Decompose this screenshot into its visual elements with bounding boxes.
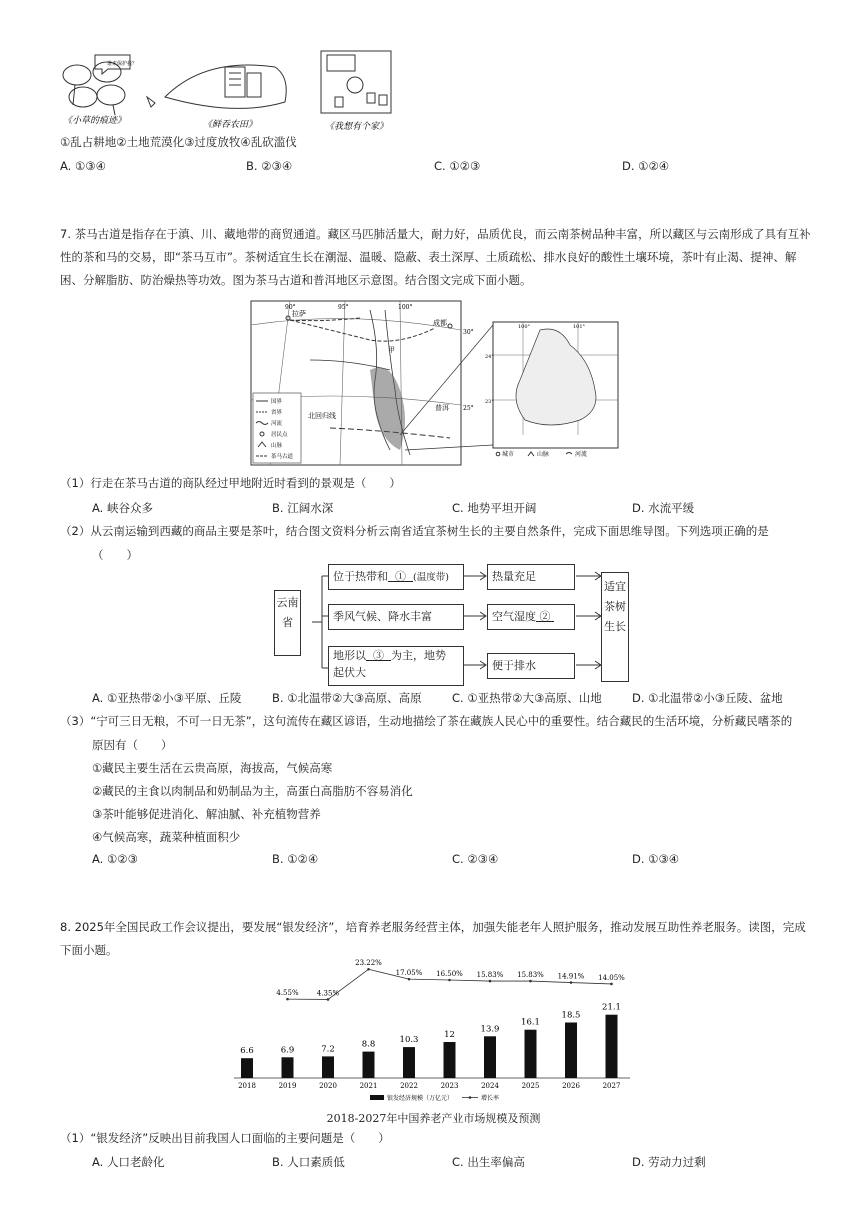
bar-label-2027: 21.1: [602, 1002, 621, 1013]
bar-2022: [403, 1047, 415, 1078]
bar-label-2020: 7.2: [321, 1044, 335, 1055]
inset-legend-mountain: 山脉: [537, 451, 550, 458]
q7-stem: 7. 茶马古道是指存在于滇、川、藏地带的商贸通道。藏区马匹肺活量大，耐力好，品质优良，而云南茶树品种丰富，所以藏区与云南形成了具有互补性的茶和马的交易，即“茶马互市”。茶树适宜生长在潮湿、温暖、隐蔽、表土深厚、土质疏松、排水良好的酸性土壤环境，茶叶有止渴、提神、解困、分解脂肪、防治燥热等功效。图为茶马古道和普洱地区示意图。结合图文完成下面小题。: [60, 227, 811, 287]
bar-2024: [484, 1036, 496, 1078]
rate-label-2024: 15.83%: [476, 971, 504, 980]
bar-label-2025: 16.1: [521, 1017, 540, 1028]
legend-road: 茶马古道: [271, 454, 294, 460]
legend-bar-swatch: [370, 1095, 384, 1100]
rate-label-2019: 4.55%: [276, 989, 299, 998]
inset-lon-100: 100°: [518, 324, 531, 330]
tick-2022: 2022: [400, 1082, 418, 1090]
lon-90: 90°: [285, 304, 296, 311]
bar-2021: [363, 1052, 375, 1078]
bar-2018: [241, 1058, 253, 1078]
caption-1: 《小草的痕迹》: [63, 116, 127, 126]
q7-sub1-a[interactable]: A. 峡谷众多: [92, 501, 153, 515]
mm-humidity: 空气湿度: [492, 610, 536, 623]
q7-sub3-line2: 原因有（ ）: [92, 738, 173, 752]
city-chengdu: 成都: [433, 319, 447, 327]
lon-100: 100°: [398, 304, 413, 311]
lat-25: 25°: [463, 405, 474, 412]
cartoon-illustrations: [55, 45, 415, 140]
mm-drainage: 便于排水: [487, 653, 575, 679]
tick-2020: 2020: [319, 1082, 337, 1090]
q8-sub1-d[interactable]: D. 劳动力过剩: [632, 1155, 706, 1169]
silver-economy-chart: [230, 952, 640, 1115]
bar-label-2024: 13.9: [480, 1024, 500, 1035]
bar-2025: [525, 1030, 537, 1078]
speech-bubble: 谁来保护我？: [107, 61, 138, 67]
rate-label-2020: 4.35%: [316, 989, 340, 998]
choice-b[interactable]: B. ②③④: [246, 159, 293, 173]
choice-a[interactable]: A. ①③④: [60, 159, 106, 173]
tick-2019: 2019: [278, 1082, 297, 1090]
tea-horse-road-map: [250, 300, 625, 473]
cartoon-building: [147, 65, 286, 108]
choice-c[interactable]: C. ①②③: [434, 159, 481, 173]
q7-sub1: （1）行走在茶马古道的商队经过甲地附近时看到的景观是（ ）: [60, 476, 401, 490]
mm-blank-3: ③: [373, 649, 384, 662]
rate-label-2023: 16.50%: [436, 970, 463, 978]
bar-label-2018: 6.6: [240, 1046, 254, 1057]
legend-settlement: 居民点: [271, 432, 288, 438]
chart-caption: 2018-2027年中国养老产业市场规模及预测: [326, 1112, 541, 1125]
bar-label-2019: 6.9: [280, 1045, 295, 1056]
q7-sub3-a[interactable]: A. ①②③: [92, 852, 138, 866]
rate-point-2026: [570, 981, 573, 984]
inset-legend-river: 河流: [575, 451, 588, 458]
q7-sub2: （2）从云南运输到西藏的商品主要是茶叶，结合图文资料分析云南省适宜茶树生长的主要自然条件，完成下面思维导图。下列选项正确的是: [60, 524, 769, 538]
mm-blank-1: ①: [395, 570, 406, 583]
caption-3: 《我想有个家》: [325, 122, 389, 132]
q7-sub3-item4: ④气候高寒，蔬菜种植面积少: [92, 830, 241, 844]
rate-point-2020: [327, 998, 330, 1001]
bar-label-2021: 8.8: [361, 1039, 376, 1050]
q7-sub3-item3: ③茶叶能够促进消化、解油腻、补充植物营养: [92, 807, 321, 821]
tick-2025: 2025: [521, 1082, 540, 1090]
rate-point-2019: [286, 998, 289, 1001]
rate-point-2023: [448, 979, 451, 982]
mm-terrain-c: 起伏大: [333, 666, 366, 679]
legend-river: 河流: [271, 421, 283, 427]
q8-sub1-b[interactable]: B. 人口素质低: [272, 1155, 345, 1169]
q7-sub3-d[interactable]: D. ①③④: [632, 852, 680, 866]
legend-line-label: 增长率: [481, 1095, 500, 1102]
inset-legend-city: 城市: [502, 451, 515, 458]
tick-2018: 2018: [238, 1082, 256, 1090]
mm-suitable: 适宜茶树生长: [601, 572, 629, 682]
mm-terrain-b: 为主，地势: [391, 649, 446, 662]
tropic-label: 北回归线: [308, 412, 336, 420]
tick-2024: 2024: [481, 1082, 499, 1090]
legend-line-dot: [469, 1096, 472, 1099]
mm-humidity-box: [487, 604, 575, 630]
options-line: ①乱占耕地②土地荒漠化③过度放牧④乱砍滥伐: [60, 135, 297, 149]
mm-temp-box: [328, 564, 464, 590]
bar-2027: [606, 1015, 618, 1078]
legend-province: 省界: [271, 410, 283, 416]
place-puer: 普洱: [435, 404, 449, 412]
inset-lat-23: 23°: [485, 399, 494, 405]
q7-sub2-d[interactable]: D. ①北温带②小③丘陵、盆地: [632, 691, 783, 705]
caption-2: 《鲜吞农田》: [203, 120, 258, 130]
bar-label-2022: 10.3: [399, 1035, 419, 1046]
legend-mountain: 山脉: [271, 443, 283, 449]
bar-2023: [444, 1042, 456, 1078]
cartoon-forest: [321, 51, 391, 113]
q7-sub1-b[interactable]: B. 江阔水深: [272, 501, 334, 515]
cartoon-strip: [55, 45, 415, 140]
tick-2026: 2026: [562, 1082, 580, 1090]
mm-temp-tail: (温度带): [413, 572, 449, 583]
rate-point-2024: [489, 980, 492, 983]
q8-sub1-a[interactable]: A. 人口老龄化: [92, 1155, 165, 1169]
q7-sub3-c[interactable]: C. ②③④: [452, 852, 499, 866]
q7-sub3-item2: ②藏民的主食以肉制品和奶制品为主，高蛋白高脂肪不容易消化: [92, 784, 413, 798]
q8-sub1: （1）“银发经济”反映出目前我国人口面临的主要问题是（ ）: [60, 1131, 390, 1145]
q7-sub2-a[interactable]: A. ①亚热带②小③平原、丘陵: [92, 691, 242, 705]
mm-blank-2: ②: [539, 610, 551, 623]
rate-label-2027: 14.05%: [598, 973, 625, 982]
mm-terrain-a: 地形以: [333, 649, 366, 662]
q7-sub3-b[interactable]: B. ①②④: [272, 852, 319, 866]
bar-label-2023: 12: [444, 1030, 455, 1040]
q7-sub2-c[interactable]: C. ①亚热带②大③高原、山地: [452, 691, 602, 705]
rate-point-2025: [529, 980, 532, 983]
q8-stem: 8. 2025年全国民政工作会议提出，要发展“银发经济”，培育养老服务经营主体，加强失能老年人照护服务，推动发展互助性养老服务。读图，完成下面小题。: [60, 920, 806, 957]
lat-30: 30°: [463, 329, 474, 336]
rate-point-2021: [367, 968, 370, 971]
rate-point-2022: [408, 978, 411, 981]
rate-point-2027: [610, 983, 613, 986]
q7-sub3: （3）“宁可三日无粮，不可一日无茶”，这句流传在藏区谚语，生动地描绘了茶在藏族人民心中的重要性。结合藏民的生活环境，分析藏民嗜茶的: [60, 714, 793, 728]
mm-monsoon: 季风气候、降水丰富: [328, 604, 464, 630]
inset-lat-24: 24°: [485, 354, 494, 360]
bar-2026: [565, 1023, 577, 1079]
legend-bar-label: 银发经济规模（万亿元）: [387, 1095, 454, 1102]
rate-label-2022: 17.05%: [395, 969, 423, 978]
legend-border: 国界: [271, 399, 283, 405]
choice-d[interactable]: D. ①②④: [622, 159, 670, 173]
q7-sub2-b[interactable]: B. ①北温带②大③高原、高原: [272, 691, 422, 705]
rate-label-2026: 14.91%: [557, 972, 585, 981]
bar-label-2026: 18.5: [561, 1010, 581, 1021]
rate-label-2025: 15.83%: [517, 971, 544, 980]
tick-2021: 2021: [359, 1082, 378, 1090]
bar-2020: [322, 1056, 334, 1078]
city-lhasa: 拉萨: [292, 310, 306, 318]
q7-sub3-item1: ①藏民主要生活在云贵高原，海拔高，气候高寒: [92, 761, 333, 775]
mm-heat: 热量充足: [487, 564, 575, 590]
inset-lon-101: 101°: [573, 324, 586, 330]
rate-label-2021: 23.22%: [355, 959, 382, 968]
mm-yunnan: 云南省: [274, 590, 301, 656]
q8-sub1-c[interactable]: C. 出生率偏高: [452, 1155, 525, 1169]
q7-sub1-c[interactable]: C. 地势平坦开阔: [452, 501, 537, 515]
place-jia: 甲: [388, 346, 395, 354]
bar-2019: [282, 1057, 294, 1078]
q7-sub2-paren: （ ）: [92, 548, 138, 562]
tick-2027: 2027: [602, 1082, 621, 1090]
lon-95: 95°: [338, 304, 349, 311]
mm-terrain-box: [328, 646, 464, 686]
tick-2023: 2023: [440, 1082, 459, 1090]
mm-temp-text: 位于热带和: [333, 570, 388, 583]
q7-sub1-d[interactable]: D. 水流平缓: [632, 501, 695, 515]
